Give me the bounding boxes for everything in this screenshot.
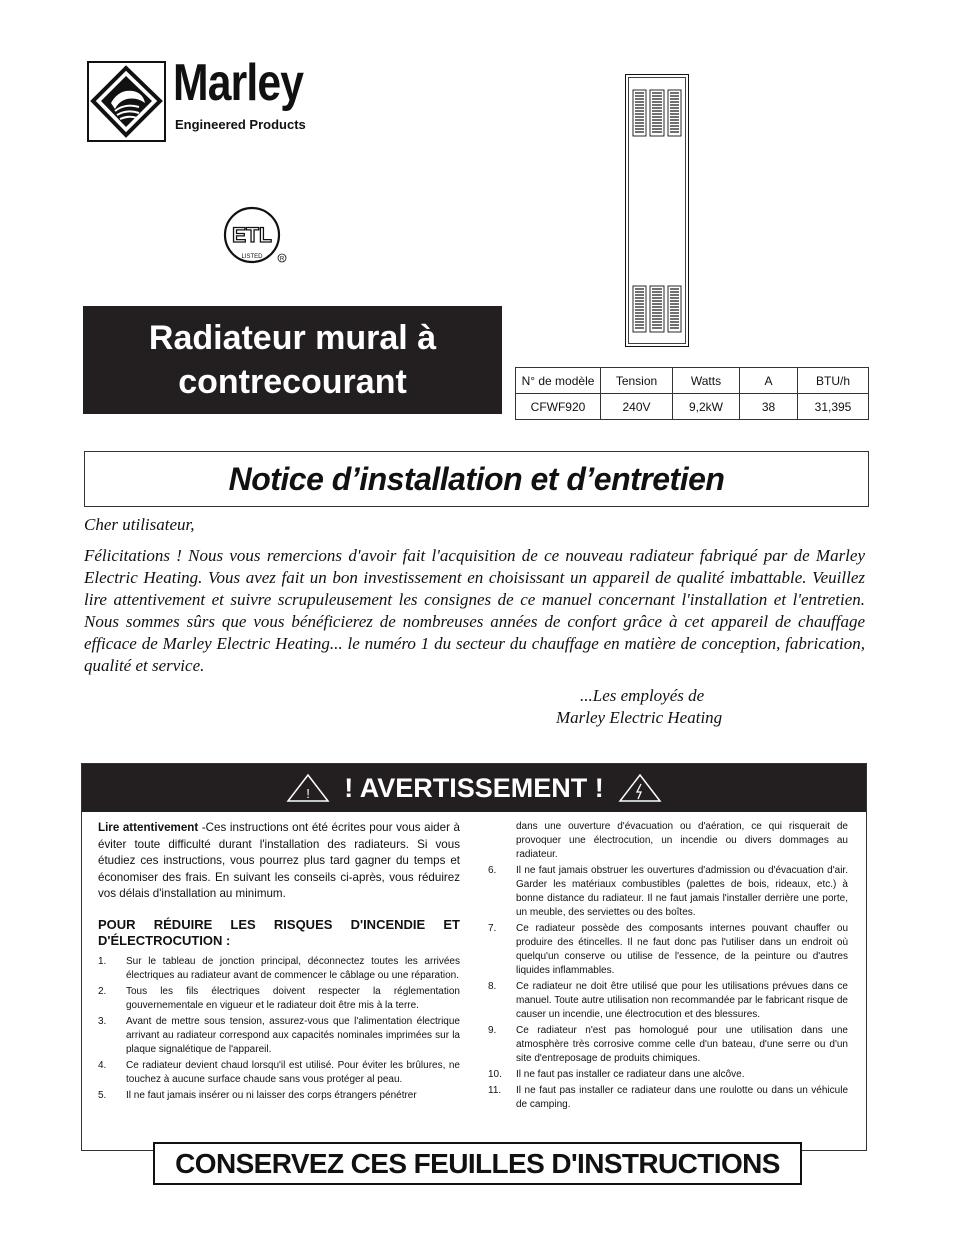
letter-greeting: Cher utilisateur,	[84, 515, 195, 534]
list-item: 4. Ce radiateur devient chaud lorsqu'il est utilisé. Pour éviter les brûlures, ne touchez à aucune surface chaude sans vous protéger al peau.	[98, 1059, 460, 1085]
warning-list-left	[98, 955, 460, 1103]
marley-logo-icon	[87, 61, 166, 142]
list-item: 11. Il ne faut pas installer ce radiateur dans une roulotte ou dans un véhicule de camping.	[488, 1085, 848, 1110]
list-item: 9. Ce radiateur n'est pas homologué pour une utilisation dans une atmosphère très corrosive comme celle d'un bateau, d'une serre ou d'un site d'entreposage de produits chimiques.	[488, 1025, 848, 1064]
signature-line: Marley Electric Heating	[556, 708, 723, 727]
spec-header-row	[516, 368, 869, 394]
warning-right-column	[488, 820, 848, 1114]
warning-intro	[98, 820, 460, 903]
footer-text: CONSERVEZ CES FEUILLES D'INSTRUCTIONS	[175, 1147, 780, 1179]
title-banner	[83, 306, 502, 414]
letter-signature	[556, 685, 722, 729]
spec-header-cell: BTU/h	[798, 368, 869, 394]
spec-row	[516, 394, 869, 420]
spec-header-cell: Tension	[601, 368, 673, 394]
svg-text:LISTED: LISTED	[241, 254, 263, 260]
list-item: 8. Ce radiateur ne doit être utilisé que pour les utilisations prévues dans ce manuel. Toute autre utilisation non recommandée par le fabricant risque de causer un incendie, une électrocution et des blessures.	[488, 981, 848, 1020]
warning-subheading: POUR RÉDUIRE LES RISQUES D'INCENDIE ET D'ÉLECTROCUTION :	[98, 916, 460, 948]
list-item: 5. Il ne faut jamais insérer ou ni laisser des corps étrangers pénétrer	[98, 1089, 417, 1101]
list-item-continued: dans une ouverture d'évacuation ou d'aération, ce qui risquerait de provoquer une électrocution, un incendie ou divers dommages au radiateur.	[516, 821, 848, 860]
spec-header-cell: N° de modèle	[516, 368, 601, 394]
list-item: 7. Ce radiateur possède des composants internes pouvant chauffer ou produire des étincelles. Il ne faut donc pas l'utiliser dans un endroit où quelqu'un conserve ou utilise de l'essence, de la peinture ou d'autres liquides inflammables.	[488, 923, 848, 976]
electrical-hazard-icon	[618, 773, 662, 803]
svg-text:ETL: ETL	[232, 224, 272, 247]
brand-logo	[87, 54, 345, 144]
warning-title: ! AVERTISSEMENT !	[344, 772, 604, 803]
heater-illustration	[625, 74, 689, 347]
svg-text:R: R	[279, 256, 285, 263]
page-title: Radiateur mural à contrecourant	[148, 319, 437, 401]
spec-cell: CFWF920	[516, 394, 601, 420]
etl-listed-icon	[222, 205, 288, 267]
caution-triangle-icon	[286, 773, 330, 803]
intro-text: -Ces instructions ont été écrites pour vous aider à éviter toute difficulté durant l'installation des radiateurs. Si vous étudiez ces instructions, vous pourrez plus tard gagner du temps et économiser des frais. En suivant les conseils ci-après, vous réduirez vos délais d'installation au minimum.	[98, 821, 460, 901]
warning-header	[82, 764, 866, 812]
notice-heading: Notice d’installation et d’entretien	[228, 460, 725, 497]
footer-banner	[153, 1142, 802, 1185]
list-item: 1. Sur le tableau de jonction principal, déconnectez toutes les arrivées électriques au radiateur avant de commencer le câblage ou une réparation.	[98, 955, 460, 981]
svg-text:!: !	[306, 786, 311, 801]
spec-header-cell: A	[740, 368, 798, 394]
signature-line: ...Les employés de	[580, 686, 705, 705]
warning-box	[81, 763, 867, 1151]
spec-cell: 9,2kW	[673, 394, 740, 420]
brand-name: Marley	[173, 54, 304, 112]
list-item: 2. Tous les fils électriques doivent respecter la réglementation gouvernementale en vigueur et le radiateur doit être mis à la terre.	[98, 985, 460, 1011]
letter-body: Félicitations ! Nous vous remercions d'avoir fait l'acquisition de ce nouveau radiateur fabriqué par de Marley Electric Heating. Vous avez fait un bon investissement en choisissant un appareil de qualité imbattable. Veuillez lire attentivement et suivre scrupuleusement les consignes de ce manuel concernant l'installation et l'entretien. Nous sommes sûrs que vous bénéficierez de nombreuses années de confort grâce à cet appareil de chauffage efficace de Marley Electric Heating... le numéro 1 du secteur du chauffage en matière de conception, fabrication, qualité et service.	[84, 546, 865, 675]
spec-cell: 38	[740, 394, 798, 420]
list-item: 3. Avant de mettre sous tension, assurez-vous que l'alimentation électrique arrivant au radiateur correspond aux capacités nominales imprimées sur la plaque signalétique de l'appareil.	[98, 1015, 460, 1055]
notice-heading-box	[84, 451, 869, 507]
spec-cell: 31,395	[798, 394, 869, 420]
spec-cell: 240V	[601, 394, 673, 420]
warning-left-column	[98, 820, 460, 1105]
warning-list-right	[488, 864, 848, 1112]
spec-header-cell: Watts	[673, 368, 740, 394]
intro-bold: Lire attentivement	[98, 821, 199, 834]
list-item: 6. Il ne faut jamais obstruer les ouvertures d'admission ou d'évacuation d'air. Garder les matériaux combustibles (palettes de bois, rideaux, etc.) à bonne distance du radiateur. Il ne faut jamais l'installer derrière une porte, un meuble, des serviettes ou des boîtes.	[488, 865, 848, 918]
brand-subtitle: Engineered Products	[175, 117, 306, 132]
spec-table	[515, 367, 869, 420]
list-item: 10. Il ne faut pas installer ce radiateur dans une alcôve.	[488, 1069, 745, 1080]
